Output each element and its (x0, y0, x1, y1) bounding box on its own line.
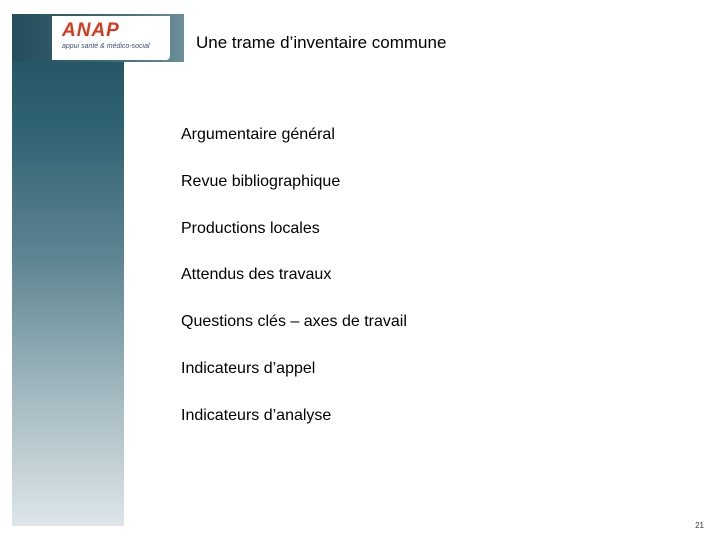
slide-title: Une trame d’inventaire commune (196, 33, 447, 52)
list-item: Questions clés – axes de travail (181, 313, 407, 331)
anap-logo (52, 16, 170, 60)
logo-tagline: appui santé & médico-social (62, 43, 150, 50)
list-item: Attendus des travaux (181, 266, 332, 284)
page-number: 21 (695, 521, 704, 530)
item-list (181, 124, 407, 452)
list-item: Argumentaire général (181, 126, 335, 143)
left-decorative-band (12, 14, 124, 526)
logo-wordmark: ANAP (62, 20, 120, 41)
list-item: Revue bibliographique (181, 172, 341, 190)
list-item: Productions locales (181, 219, 320, 237)
list-item: Indicateurs d’analyse (181, 406, 332, 424)
list-item: Indicateurs d’appel (181, 359, 316, 377)
